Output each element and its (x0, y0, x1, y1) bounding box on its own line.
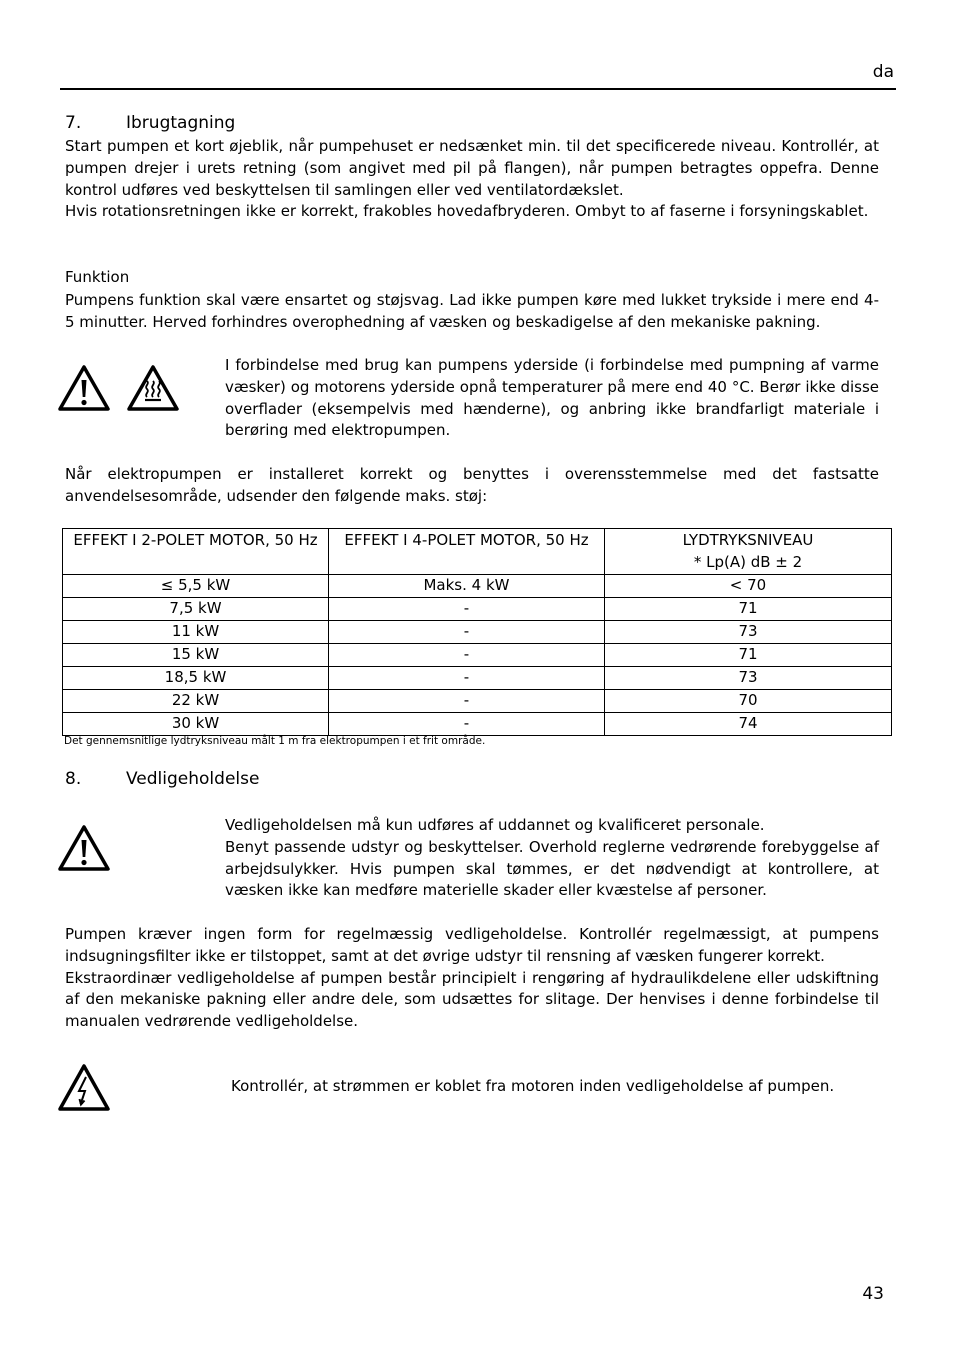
funktion-paragraph: Pumpens funktion skal være ensartet og støjsvag. Lad ikke pumpen køre med lukket trykside i mere end 4-5 minutter. Herved forhindres overophedning af væsken og beskadigelse af den mekaniske pakning. (65, 291, 879, 331)
table-row (63, 575, 892, 598)
table-row (63, 598, 892, 621)
cell-4-pole: - (329, 598, 605, 621)
cell-2-pole: 18,5 kW (63, 667, 329, 690)
section-8-title: Vedligeholdelse (126, 769, 260, 789)
header-sound-level (605, 529, 892, 575)
header-4-pole: EFFEKT I 4-POLET MOTOR, 50 Hz (329, 529, 605, 575)
section-8-paragraph-1: Pumpen kræver ingen form for regelmæssig vedligeholdelse. Kontrollér regelmæssigt, at pumpens indsugningsfilter ikke er tilstoppet, samt at det øvrige udstyr til rensning af væsken fungerer korrekt. (65, 925, 879, 965)
cell-sound-level: 74 (605, 713, 892, 736)
funktion-heading: Funktion (65, 268, 130, 286)
maintenance-warning (225, 815, 879, 902)
section-7-title: Ibrugtagning (126, 113, 236, 133)
cell-sound-level: 71 (605, 644, 892, 667)
section-7-heading (65, 113, 235, 133)
cell-2-pole: 7,5 kW (63, 598, 329, 621)
cell-sound-level: 70 (605, 690, 892, 713)
header-sound-level-title: LYDTRYKSNIVEAU (682, 531, 814, 549)
noise-intro-text: Når elektropumpen er installeret korrekt og benyttes i overensstemmelse med det fastsatte anvendelsesområde, udsender den følgende maks. støj: (65, 465, 879, 505)
warning-icon (57, 824, 111, 872)
warning-icon (57, 364, 111, 412)
cell-4-pole: - (329, 667, 605, 690)
maintenance-warning-line-2: Benyt passende udstyr og beskyttelser. Overhold reglerne vedrørende forebyggelse af arbejdsulykker. Hvis pumpen skal tømmes, er det nødvendigt at kontrollere, at væsken ikke kan medføre materielle skader eller kvæstelse af personer. (225, 837, 879, 900)
table-row (63, 644, 892, 667)
section-8-paragraph-2: Ekstraordinær vedligeholdelse af pumpen består principielt i rengøring af hydraulikdelene eller udskiftning af den mekaniske pakning eller andre dele, som udsættes for slitage. Der henvises i denne forbindelse til manualen vedrørende vedligeholdelse. (65, 968, 879, 1031)
cell-4-pole: - (329, 713, 605, 736)
hot-surface-warning (225, 355, 879, 442)
header-2-pole: EFFEKT I 2-POLET MOTOR, 50 Hz (63, 529, 329, 575)
header-rule (60, 88, 896, 90)
maintenance-warning-line-1: Vedligeholdelsen må kun udføres af uddannet og kvalificeret personale. (225, 816, 765, 834)
cell-sound-level: 71 (605, 598, 892, 621)
cell-4-pole: - (329, 644, 605, 667)
hot-surface-warning-text: I forbindelse med brug kan pumpens yderside (i forbindelse med pumpning af varme væsker) og motorens yderside opnå temperaturer på mere end 40 °C. Berør ikke disse overflader (eksempelvis med hænderne), og anbring ikke brandfarligt materiale i berøring med elektropumpen. (225, 356, 879, 440)
cell-4-pole: - (329, 621, 605, 644)
language-code: da (872, 62, 894, 82)
table-row (63, 621, 892, 644)
cell-2-pole: 15 kW (63, 644, 329, 667)
section-7-number: 7. (65, 113, 82, 133)
electric-warning-text: Kontrollér, at strømmen er koblet fra motoren inden vedligeholdelse af pumpen. (231, 1077, 835, 1095)
section-8-body (65, 924, 879, 1033)
section-7-body (65, 136, 879, 223)
section-8-heading (65, 769, 259, 789)
section-8-number: 8. (65, 769, 82, 789)
electric-hazard-icon (57, 1063, 111, 1113)
noise-table (62, 528, 892, 736)
funktion-body (65, 290, 879, 334)
cell-2-pole: 22 kW (63, 690, 329, 713)
table-row (63, 690, 892, 713)
table-footnote: Det gennemsnitlige lydtryksniveau målt 1 m fra elektropumpen i et frit område. (64, 735, 486, 747)
page-number: 43 (862, 1284, 884, 1304)
section-7-paragraph-1: Start pumpen et kort øjeblik, når pumpehuset er nedsænket min. til det specificerede niveau. Kontrollér, at pumpen drejer i urets retning (som angivet med pil på flangen), når pumpen betragtes oppefra. Denne kontrol udføres ved beskyttelsen til samlingen eller ved ventilatordækslet. (65, 137, 879, 199)
hot-surface-icon (126, 364, 180, 412)
table-header-row (63, 529, 892, 575)
cell-2-pole: ≤ 5,5 kW (63, 575, 329, 598)
header-sound-level-unit: * Lp(A) dB ± 2 (693, 552, 803, 571)
table-row (63, 713, 892, 736)
section-7-paragraph-2: Hvis rotationsretningen ikke er korrekt, frakobles hovedafbryderen. Ombyt to af faserne i forsyningskablet. (65, 202, 869, 221)
noise-intro (65, 464, 879, 508)
cell-4-pole: Maks. 4 kW (329, 575, 605, 598)
cell-sound-level: < 70 (605, 575, 892, 598)
table-row (63, 667, 892, 690)
cell-sound-level: 73 (605, 621, 892, 644)
cell-2-pole: 11 kW (63, 621, 329, 644)
cell-4-pole: - (329, 690, 605, 713)
cell-2-pole: 30 kW (63, 713, 329, 736)
cell-sound-level: 73 (605, 667, 892, 690)
